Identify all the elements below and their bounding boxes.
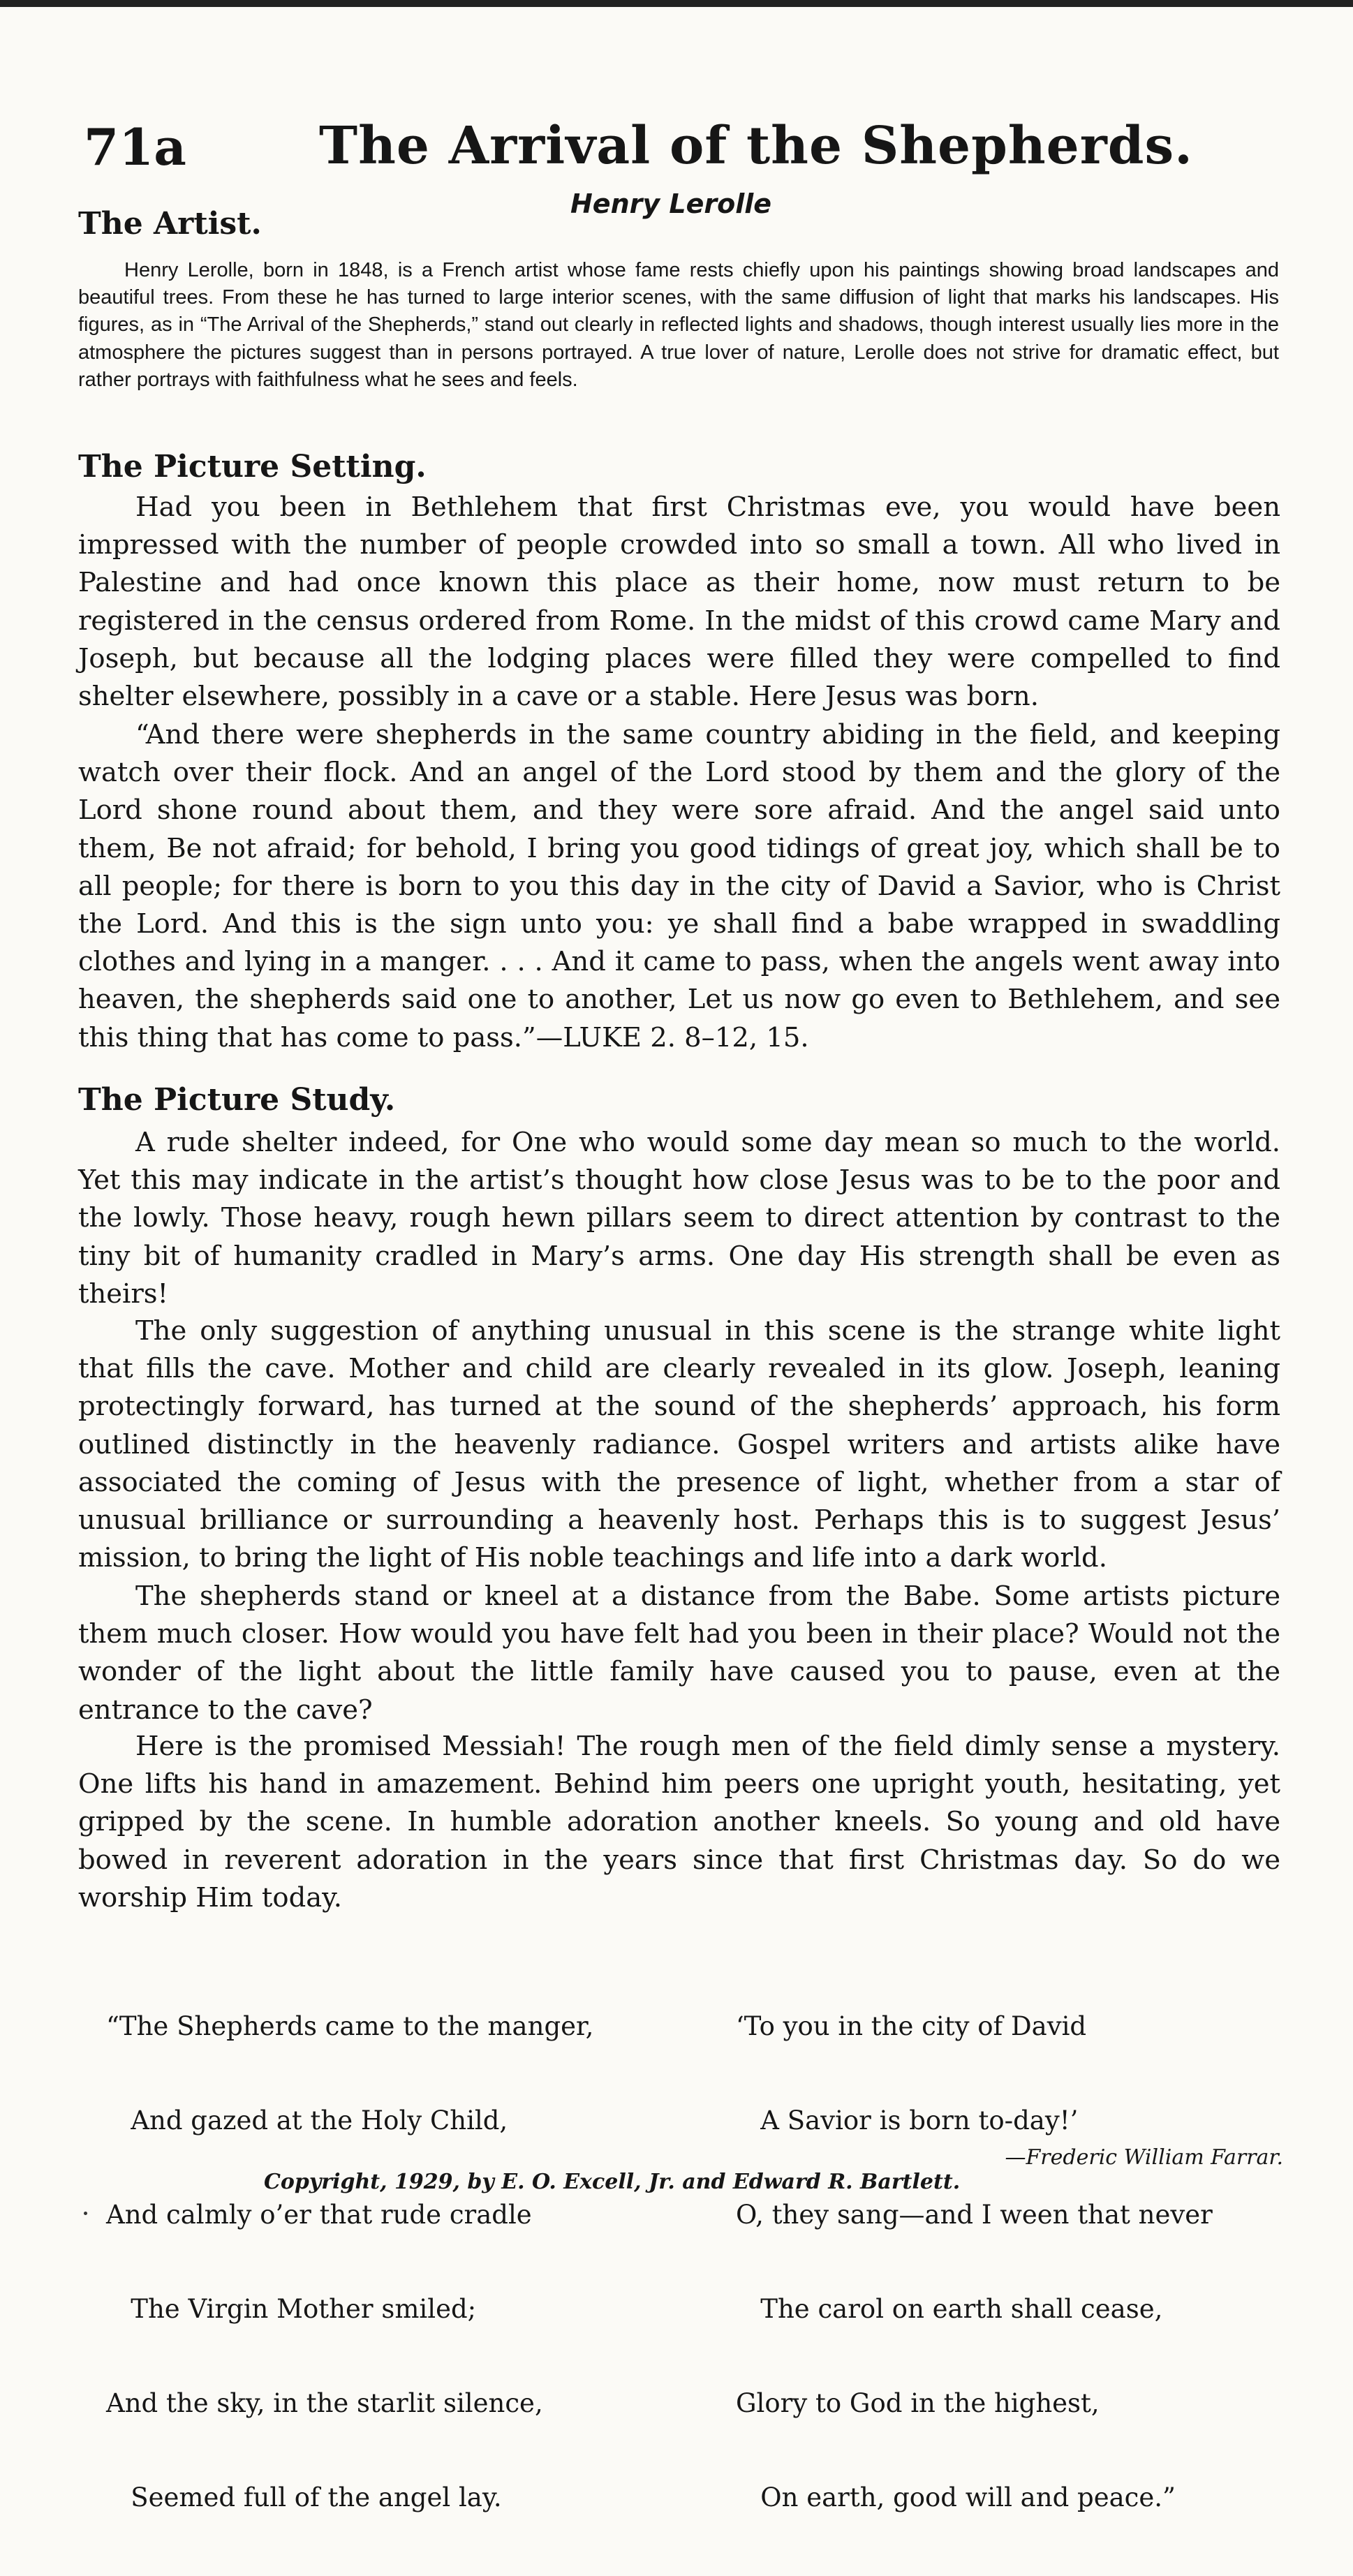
- poem-line: “The Shepherds came to the manger,: [106, 2011, 594, 2041]
- poem-line: A Savior is born to-day!’: [736, 2105, 1079, 2135]
- top-border-rule: [0, 0, 1353, 7]
- poem-line: And gazed at the Holy Child,: [106, 2105, 508, 2135]
- plate-number: 71a: [84, 117, 186, 177]
- poem-line: The carol on earth shall cease,: [736, 2294, 1163, 2324]
- print-speck: [84, 2212, 87, 2215]
- poem-left-stanza: [106, 1948, 593, 2576]
- poem-right-stanza: [736, 1948, 1213, 2576]
- poem-line: On earth, good will and peace.”: [736, 2482, 1176, 2512]
- poem-line: And calmly o’er that rude cradle: [106, 2200, 532, 2230]
- page-header: [78, 112, 1283, 182]
- poem-line: And the sky, in the starlit silence,: [106, 2388, 543, 2418]
- study-paragraph: The shepherds stand or kneel at a distance from the Babe. Some artists picture them much closer. How would you have felt had you been in their place? Would not the wonder of the light about the little family have caused you to pause, even at the entrance to the cave?: [78, 1581, 1280, 1726]
- artist-biography: Henry Lerolle, born in 1848, is a French artist whose fame rests chiefly upon his paintings showing broad landscapes and beautiful trees. From these he has turned to large interior scenes, with the same diffusion of light that marks his landscapes. His figures, as in “The Arrival of the Shepherds,” stand out clearly in reflected lights and shadows, though interest usually lies more in the atmosphere the pictures suggest than in persons portrayed. A true lover of nature, Lerolle does not strive for dramatic effect, but rather portrays with faithfulness what he sees and feels.: [78, 259, 1279, 391]
- copyright-notice: Copyright, 1929, by E. O. Excell, Jr. and Edward R. Bartlett.: [264, 2170, 961, 2194]
- poem-line: O, they sang—and I ween that never: [736, 2200, 1213, 2230]
- poem-line: ‘To you in the city of David: [736, 2011, 1087, 2041]
- poem-attribution: —Frederic William Farrar.: [1005, 2145, 1283, 2170]
- poem-line: Glory to God in the highest,: [736, 2388, 1100, 2418]
- poem-line: Seemed full of the angel lay.: [106, 2482, 502, 2512]
- setting-paragraph: Had you been in Bethlehem that first Christmas eve, you would have been impressed with the number of people crowded into so small a town. All who lived in Palestine and had once known this place as their home, now must return to be registered in the census ordered from Rome. In the midst of this crowd came Mary and Joseph, but because all the lodging places were filled they were compelled to find shelter elsewhere, possibly in a cave or a stable. Here Jesus was born.: [78, 491, 1280, 713]
- artist-name: Henry Lerolle: [570, 188, 772, 219]
- study-paragraph: The only suggestion of anything unusual in this scene is the strange white light that fills the cave. Mother and child are clearly revealed in its glow. Joseph, leaning protectingly forward, has turned at the sound of the shepherds’ approach, his form outlined distinctly in the heavenly radiance. Gospel writers and artists alike have associated the coming of Jesus with the presence of light, whether from a star of unusual brilliance or surrounding a heavenly host. Perhaps this is to suggest Jesus’ mission, to bring the light of His noble teachings and life into a dark world.: [78, 1315, 1280, 1574]
- setting-scripture-quote: “And there were shepherds in the same country abiding in the field, and keeping watch over their flock. And an angel of the Lord stood by them and the glory of the Lord shone round about them, and they were sore afraid. And the angel said unto them, Be not afraid; for behold, I bring you good tidings of great joy, which shall be to all people; for there is born to you this day in the city of David a Savior, who is Christ the Lord. And this is the sign unto you: ye shall find a babe wrapped in swaddling clothes and lying in a manger. . . . And it came to pass, when the angels went away into heaven, the shepherds said one to another, Let us now go even to Bethlehem, and see this thing that has come to pass.”—LUKE 2. 8–12, 15.: [78, 719, 1280, 1053]
- study-paragraph: A rude shelter indeed, for One who would some day mean so much to the world. Yet this may indicate in the artist’s thought how close Jesus was to be to the poor and the lowly. Those heavy, rough hewn pillars seem to direct attention by contrast to the tiny bit of humanity cradled in Mary’s arms. One day His strength shall be even as theirs!: [78, 1127, 1280, 1310]
- study-paragraph: Here is the promised Messiah! The rough men of the field dimly sense a mystery. One lifts his hand in amazement. Behind him peers one upright youth, hesitating, yet gripped by the scene. In humble adoration another kneels. So young and old have bowed in reverent adoration in the years since that first Christmas day. So do we worship Him today.: [78, 1731, 1280, 1914]
- page-title: The Arrival of the Shepherds.: [319, 116, 1193, 176]
- section-heading-setting: The Picture Setting.: [78, 449, 427, 484]
- poem-line: The Virgin Mother smiled;: [106, 2294, 477, 2324]
- section-heading-artist: The Artist.: [78, 206, 262, 242]
- section-heading-study: The Picture Study.: [78, 1082, 396, 1118]
